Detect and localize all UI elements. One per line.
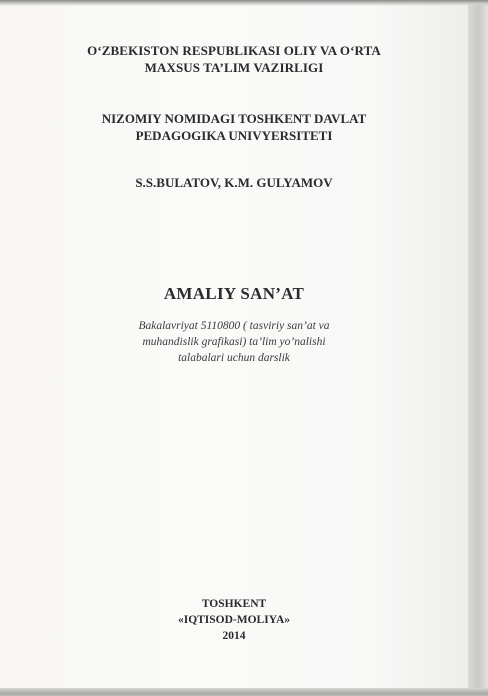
subtitle-line-3: talabalari uchun darslik bbox=[178, 352, 290, 364]
university-line-1: NIZOMIY NOMIDAGI TOSHKENT DAVLAT bbox=[101, 111, 367, 126]
top-scan-shadow bbox=[0, 0, 488, 6]
university-line-2: PEDAGOGIKA UNIVYERSITETI bbox=[135, 128, 333, 143]
imprint-publisher: «IQTISOD-MOLIYA» bbox=[177, 614, 291, 626]
ministry-line-2: MAXSUS TA’LIM VAZIRLIGI bbox=[144, 60, 324, 75]
subtitle-line-2: muhandislik grafikasi) ta’lim yo’nalishi bbox=[142, 336, 326, 348]
book-title: AMALIY SAN’AT bbox=[163, 284, 305, 303]
imprint bbox=[0, 596, 468, 644]
book-subtitle bbox=[0, 318, 468, 366]
imprint-year: 2014 bbox=[222, 630, 246, 642]
ministry-line-1: O‘ZBEKISTON RESPUBLIKASI OLIY VA O‘RTA bbox=[87, 43, 381, 58]
imprint-city: TOSHKENT bbox=[201, 598, 267, 610]
ministry-heading bbox=[0, 42, 468, 76]
bottom-scan-edge bbox=[0, 688, 488, 696]
authors: S.S.BULATOV, K.M. GULYAMOV bbox=[135, 175, 333, 190]
book-spine-edge bbox=[468, 0, 488, 696]
subtitle-line-1: Bakalavriyat 5110800 ( tasviriy san’at va bbox=[138, 320, 330, 332]
university-heading bbox=[0, 110, 468, 144]
